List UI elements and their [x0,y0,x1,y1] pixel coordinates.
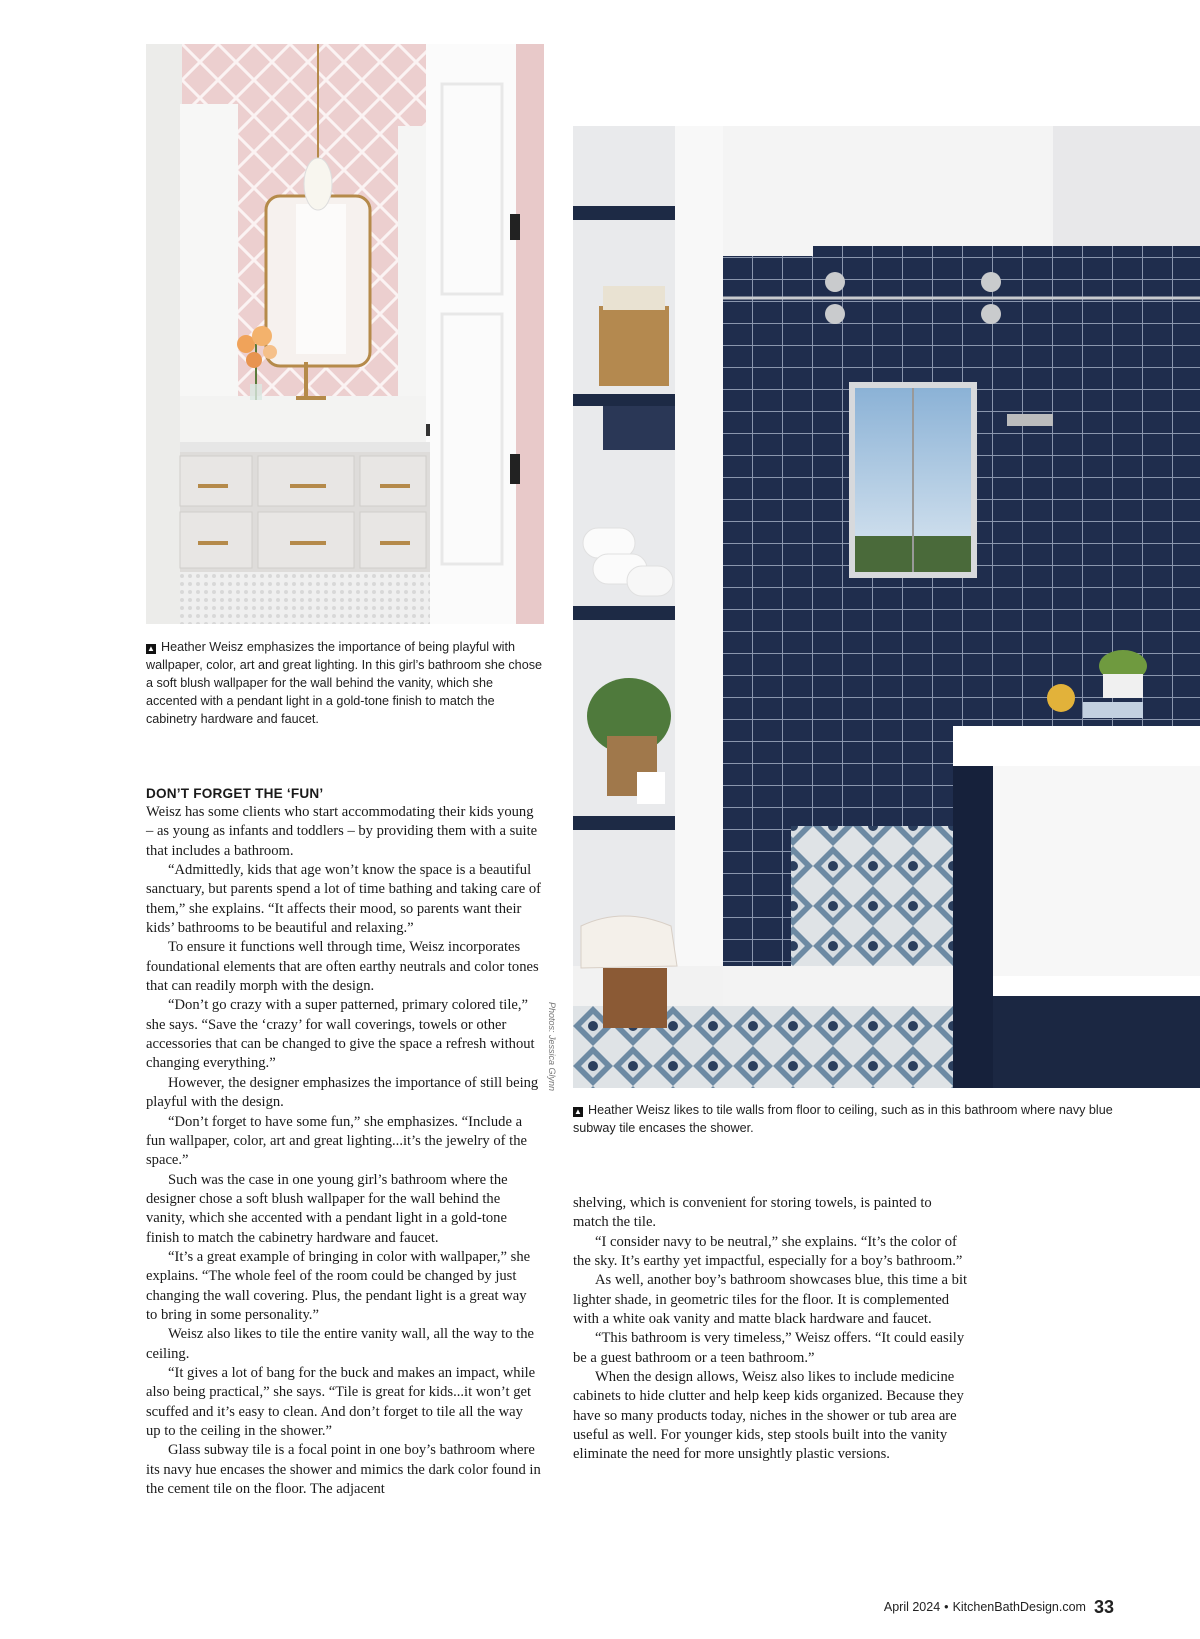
page-footer [884,1597,1114,1618]
girls-bathroom-photo [146,44,544,624]
photo-credit: Photos: Jessica Glynn [547,1002,557,1092]
paragraph: To ensure it functions well through time, Weisz incorporates foundational elements that are often earthy neutrals and color tones that can readily morph with the design. [146,939,539,995]
paragraph: As well, another boy’s bathroom showcases blue, this time a bit lighter shade, in geometric tiles for the floor. It is complemented with a white oak vanity and matte black hardware and faucet. [573,1272,968,1328]
arrow-up-icon: ▲ [574,1107,582,1116]
paragraph: Glass subway tile is a focal point in one boy’s bathroom where its navy hue encases the shower and mimics the dark color found in the cement tile on the floor. The adjacent [146,1442,541,1498]
article-column-2 [573,1194,968,1465]
paragraph: Such was the case in one young girl’s bathroom where the designer chose a soft blush wallpaper for the wall behind the vanity, which she accented with a pendant light in a gold-tone finish to match the cabinetry hardware and faucet. [146,1171,508,1246]
issue-date: April 2024 [883,1600,941,1614]
section-heading: DON’T FORGET THE ‘FUN’ [146,786,324,801]
page-number: 33 [1093,1597,1114,1617]
footer-separator: • [944,1600,949,1614]
paragraph: “This bathroom is very timeless,” Weisz offers. “It could easily be a guest bathroom or a teen bathroom.” [573,1330,965,1366]
photo1-caption [146,638,546,728]
paragraph: “Admittedly, kids that age won’t know the space is a beautiful sanctuary, but parents spend a lot of time bathing and taking care of them,” she explains. “It affects their mood, so parents want their kids’ bathrooms to be beautiful and relaxing.” [146,862,541,937]
paragraph: Weisz also likes to tile the entire vanity wall, all the way to the ceiling. [146,1326,534,1362]
paragraph: “It gives a lot of bang for the buck and makes an impact, while also being practical,” she says. “Tile is great for kids...it won’t get scuffed and it’s easy to clean. And don’t forget to tile all the way up to the ceiling in the shower.” [146,1364,536,1439]
paragraph: “I consider navy to be neutral,” she explains. “It’s the color of the sky. It’s earthy yet impactful, especially for a boy’s bathroom.” [573,1233,963,1270]
paragraph: “Don’t forget to have some fun,” she emphasizes. “Include a fun wallpaper, color, art and great lighting...it’s the jewelry of the space.” [146,1113,527,1169]
article-column-1 [146,784,541,1499]
paragraph: shelving, which is convenient for storing towels, is painted to match the tile. [573,1195,932,1231]
website: KitchenBathDesign.com [952,1600,1086,1614]
photo1-caption-text: Heather Weisz emphasizes the importance of being playful with wallpaper, color, art and great lighting. In this girl’s bathroom she chose a soft blush wallpaper for the wall behind the vanity, which she accented with a pendant light in a gold-tone finish to match the cabinetry hardware and faucet. [146,640,542,726]
boys-bathroom-photo [573,126,1200,1088]
arrow-up-icon: ▲ [147,644,155,653]
paragraph: “It’s a great example of bringing in color with wallpaper,” she explains. “The whole feel of the room could be changed by just changing the wall covering. Plus, the pendant light is a great way to bring in some personality.” [146,1248,531,1323]
photo2-caption [573,1101,1133,1137]
paragraph: “Don’t go crazy with a super patterned, primary colored tile,” she says. “Save the ‘crazy’ for wall coverings, towels or other accessories that can be changed to give the space a refresh without changing everything.” [146,997,535,1072]
photo2-caption-text: Heather Weisz likes to tile walls from floor to ceiling, such as in this bathroom where navy blue subway tile encases the shower. [573,1103,1113,1135]
paragraph: Weisz has some clients who start accommodating their kids young – as young as infants and toddlers – by providing them with a suite that includes a bathroom. [146,804,538,859]
paragraph: When the design allows, Weisz also likes to include medicine cabinets to hide clutter and help keep kids organized. Because they have so many products today, niches in the shower or tub area are useful as well. For younger kids, step stools built into the vanity eliminate the need for more unsightly plastic versions. [573,1369,964,1463]
paragraph: However, the designer emphasizes the importance of still being playful with the design. [146,1074,539,1111]
